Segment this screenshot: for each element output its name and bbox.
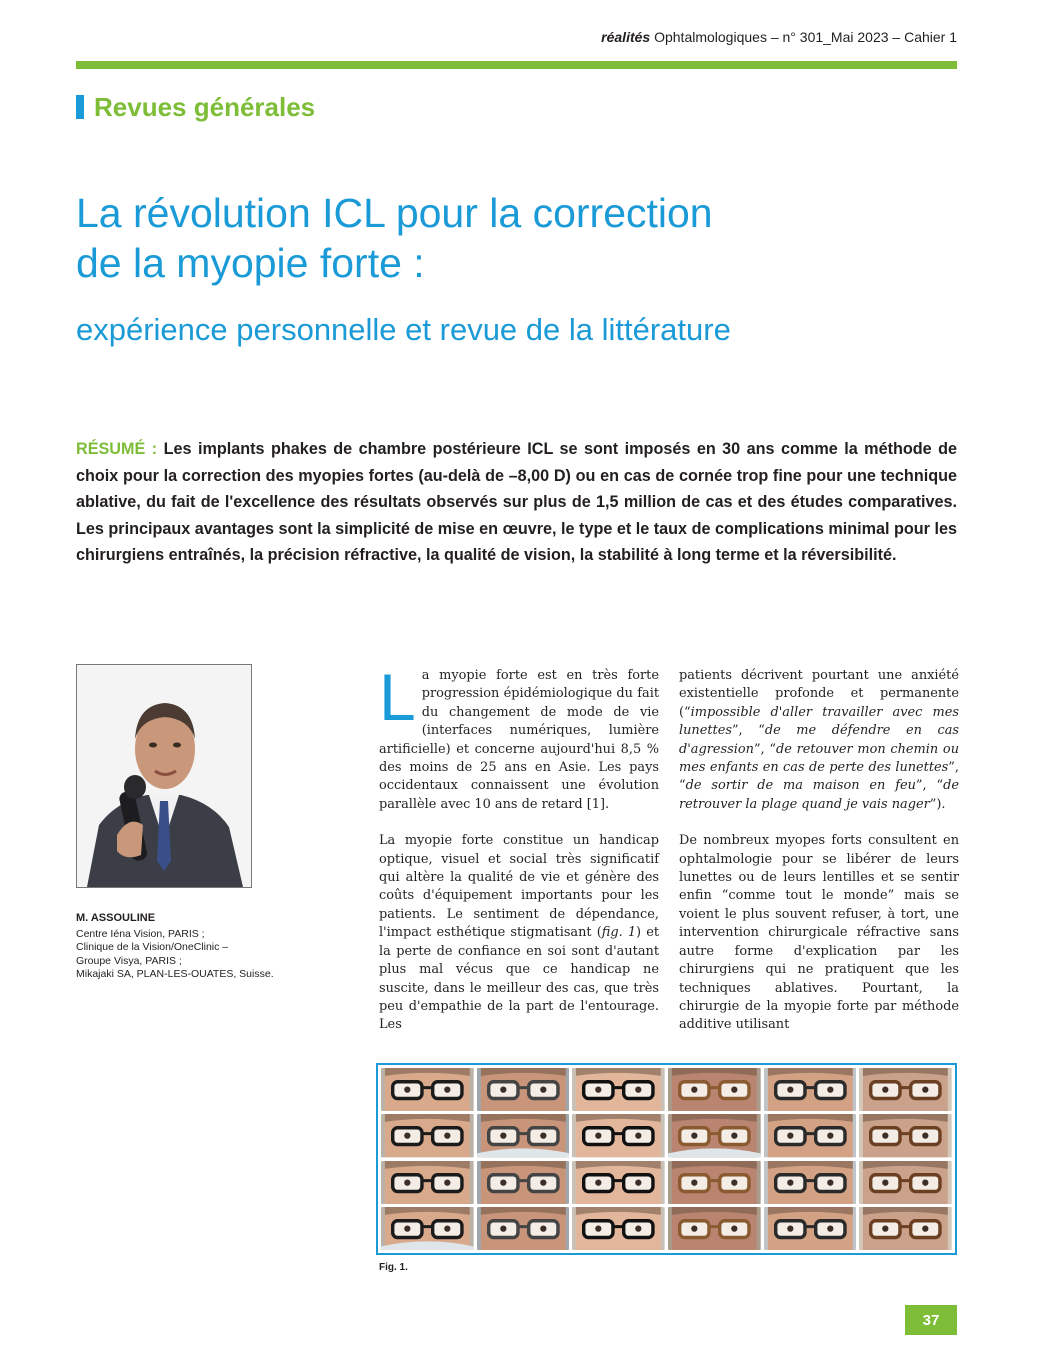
author-affiliation: Mikajaki SA, PLAN-LES-OUATES, Suisse. <box>76 968 274 980</box>
figure-tile <box>764 1068 857 1111</box>
figure-tile <box>572 1207 665 1250</box>
paragraph-text: ) et la perte de confiance en soi sont d'autant plus mal vécus que ce handicap ne suscite, dans le meilleur des cas, que très peu d'empathie de la part de l'entourage. Les <box>379 925 660 1033</box>
figure-tile <box>764 1161 857 1204</box>
abstract-text: Les implants phakes de chambre postérieure ICL se sont imposés en 30 ans comme la méthode de choix pour la correction des myopies fortes (au-delà de –8,00 D) ou en cas de cornée trop fine pour une technique ablative, du fait de l'excellence des résultats observés sur plus de 1,5 million de cas et des études comparatives. Les principaux avantages sont la simplicité de mise en œuvre, le type et le taux de complications minimal pour les chirurgiens entraînés, la précision réfractive, la qualité de vision, la stabilité à long terme et la réversibilité. <box>76 440 958 564</box>
abstract-label: RÉSUMÉ : <box>76 440 158 458</box>
figure-tile <box>859 1114 952 1157</box>
quote: impossible d'aller travailler avec mes lunettes <box>679 704 959 739</box>
quote-separator: ”, “ <box>753 741 776 757</box>
figure-tile <box>668 1161 761 1204</box>
article-subtitle: expérience personnelle et revue de la littérature <box>76 312 731 347</box>
section-title: Revues générales <box>94 91 316 122</box>
figure-tile <box>381 1161 474 1204</box>
figure-tile <box>477 1161 570 1204</box>
header-rule <box>76 61 957 69</box>
figure-tile <box>477 1114 570 1157</box>
title-line-2: de la myopie forte : <box>76 240 425 286</box>
figure-tile <box>668 1207 761 1250</box>
figure-tile <box>572 1114 665 1157</box>
figure-tile <box>764 1207 857 1250</box>
paragraph-text: patients décrivent pourtant une anxiété existentielle profonde et permanente (“ <box>679 668 959 720</box>
quote-separator: ”, “ <box>915 778 944 794</box>
paragraph-text: La myopie forte constitue un handicap optique, visuel et social très significatif qui altère la qualité de vie et génère des coûts d'équipement importants pour les patients. Le sentiment de dépendance, l'impact esthétique stigmatisant ( <box>379 833 659 941</box>
figure-tile <box>764 1114 857 1157</box>
figure-1-eyeglass-mosaic <box>376 1063 957 1255</box>
author-affiliation: Groupe Visya, PARIS ; <box>76 954 182 967</box>
section-marker <box>76 95 84 119</box>
body-column-1 <box>379 660 660 1053</box>
journal-issue: Ophtalmologiques – n° 301_Mai 2023 – Cahier 1 <box>650 29 957 45</box>
author-affiliation: Centre Iéna Vision, PARIS ; <box>76 927 205 940</box>
figure-grid <box>381 1068 952 1250</box>
body-paragraph <box>679 667 959 814</box>
quote-separator: ”, “ <box>679 760 959 794</box>
running-header <box>601 29 957 45</box>
figure-tile <box>572 1068 665 1111</box>
journal-name: réalités <box>601 29 651 45</box>
drop-cap: L <box>379 660 416 734</box>
title-line-1: La révolution ICL pour la correction <box>76 190 713 236</box>
figure-tile <box>859 1207 952 1250</box>
figure-tile <box>381 1114 474 1157</box>
figure-tile <box>572 1161 665 1204</box>
figure-reference: fig. 1 <box>601 925 637 941</box>
body-paragraph <box>379 832 659 1034</box>
figure-tile <box>381 1207 474 1250</box>
author-info <box>76 912 316 982</box>
page-number: 37 <box>905 1305 957 1335</box>
author-affiliation: Clinique de la Vision/OneClinic – <box>76 941 229 953</box>
quote: de retouver mon chemin ou mes enfants en cas de perte des lunettes <box>679 741 959 776</box>
author-photo <box>76 664 252 888</box>
section-tag <box>76 92 315 122</box>
body-paragraph: De nombreux myopes forts consultent en ophtalmologie pour se libérer de leurs lunettes ou de leurs lentilles et se sentir enfin “comme tout le monde” mais se voient le plus souvent refuser, à tort, une intervention chirurgicale réfractive sans autre forme d'explication par les chirurgiens qui ne pratiquent que les techniques ablatives. Pourtant, la chirurgie de la myopie forte par méthode additive utilisant <box>679 833 959 1033</box>
quote-separator: ”, “ <box>731 723 765 739</box>
quote: de sortir de ma maison en feu <box>685 778 916 794</box>
figure-tile <box>477 1207 570 1250</box>
body-column-2 <box>679 667 959 1053</box>
author-portrait-image <box>77 665 251 887</box>
quote: de retrouver la plage quand je vais nager <box>679 778 959 812</box>
figure-caption: Fig. 1. <box>379 1262 408 1273</box>
figure-tile <box>859 1161 952 1204</box>
paragraph-text: a myopie forte est en très forte progression épidémiologique du fait du changement de mode de vie (interfaces numériques, lumière artificielle) et concerne aujourd'hui 8,5 % des moins de 25 ans en Asie. Les pays occidentaux connaissent une évolution parallèle avec 10 ans de retard [1]. <box>379 668 659 812</box>
body-paragraph <box>379 660 659 814</box>
figure-tile <box>668 1068 761 1111</box>
article-title <box>76 188 976 288</box>
figure-tile <box>668 1114 761 1157</box>
abstract <box>76 436 957 569</box>
figure-tile <box>859 1068 952 1111</box>
figure-tile <box>477 1068 570 1111</box>
author-name: M. ASSOULINE <box>76 912 156 924</box>
quote-separator: ”). <box>929 796 946 812</box>
quote: de me défendre en cas d'agression <box>679 723 959 757</box>
figure-tile <box>381 1068 474 1111</box>
